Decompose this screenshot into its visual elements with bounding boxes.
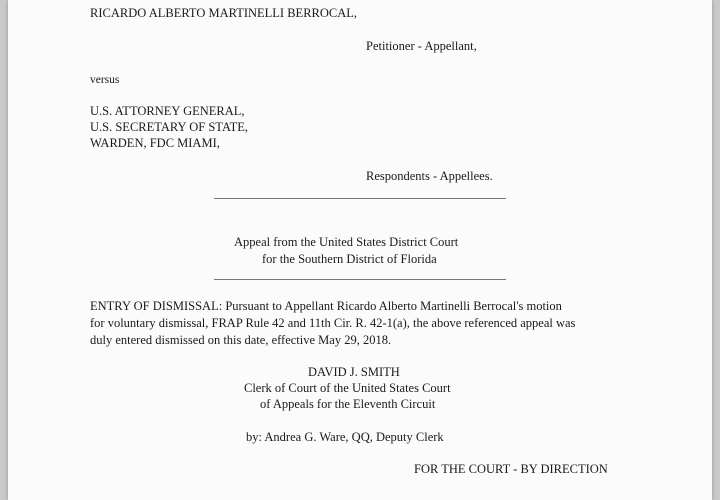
entry-of-dismissal-line-3: duly entered dismissed on this date, effective May 29, 2018. bbox=[90, 333, 392, 347]
versus-label: versus bbox=[90, 74, 120, 86]
deputy-clerk-signature-line: by: Andrea G. Ware, QQ, Deputy Clerk bbox=[246, 430, 444, 444]
document-page bbox=[8, 0, 712, 500]
petitioner-name: RICARDO ALBERTO MARTINELLI BERROCAL, bbox=[90, 6, 358, 20]
entry-of-dismissal-line-2: for voluntary dismissal, FRAP Rule 42 and 11th Cir. R. 42-1(a), the above referenced appeal was bbox=[90, 316, 576, 330]
for-the-court-line: FOR THE COURT - BY DIRECTION bbox=[414, 462, 608, 476]
respondent-warden: WARDEN, FDC MIAMI, bbox=[90, 136, 220, 150]
respondent-attorney-general: U.S. ATTORNEY GENERAL, bbox=[90, 104, 245, 118]
clerk-name: DAVID J. SMITH bbox=[308, 365, 400, 379]
clerk-title-line-1: Clerk of Court of the United States Court bbox=[244, 381, 451, 395]
clerk-title-line-2: of Appeals for the Eleventh Circuit bbox=[260, 397, 436, 411]
divider-top bbox=[214, 198, 506, 199]
petitioner-role: Petitioner - Appellant, bbox=[366, 39, 477, 53]
respondent-role: Respondents - Appellees. bbox=[366, 169, 493, 183]
appeal-line-1: Appeal from the United States District Court bbox=[234, 235, 459, 249]
entry-of-dismissal-line-1: ENTRY OF DISMISSAL: Pursuant to Appellant Ricardo Alberto Martinelli Berrocal's motion bbox=[90, 299, 562, 313]
appeal-line-2: for the Southern District of Florida bbox=[262, 252, 437, 266]
divider-bottom bbox=[214, 279, 506, 280]
respondent-secretary-of-state: U.S. SECRETARY OF STATE, bbox=[90, 120, 248, 134]
